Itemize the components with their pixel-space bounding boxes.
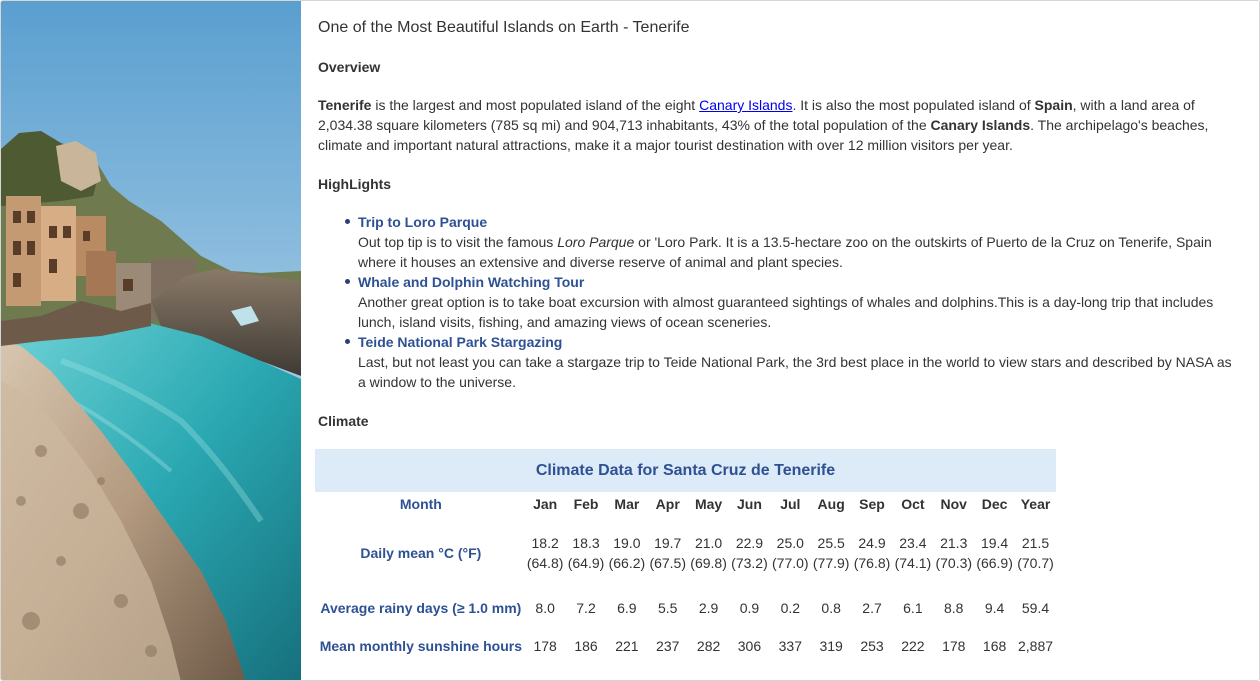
mean-fahrenheit: (67.5) — [649, 554, 687, 571]
rainy-days-cell: 6.9 — [617, 600, 637, 616]
sunshine-hours-cell: 306 — [737, 638, 762, 654]
overview-text-1: is the largest and most populated island of the eight — [371, 97, 700, 113]
month-column-header: Feb — [573, 496, 599, 512]
daily-mean-cell — [566, 516, 607, 589]
highlight-description — [358, 232, 1238, 272]
climate-table — [315, 449, 1056, 665]
overview-bold-canary: Canary Islands — [930, 117, 1031, 133]
month-column-header: Jun — [737, 496, 762, 512]
daily-mean-cell — [1015, 516, 1056, 589]
climate-heading: Climate — [318, 413, 369, 429]
mean-celsius: 25.0 — [776, 534, 804, 551]
month-column-header: Mar — [614, 496, 640, 512]
daily-mean-cell — [688, 516, 729, 589]
mean-fahrenheit: (76.8) — [853, 554, 891, 571]
sunshine-hours-cell: 2,887 — [1017, 638, 1054, 654]
sunshine-hours-cell: 337 — [778, 638, 802, 654]
rainy-days-cell: 9.4 — [984, 600, 1005, 616]
rainy-days-cell: 8.0 — [535, 600, 555, 616]
mean-celsius: 18.2 — [531, 534, 559, 551]
rainy-days-cell: 7.2 — [576, 600, 596, 616]
page-title: One of the Most Beautiful Islands on Earth - Tenerife — [318, 19, 690, 36]
mean-fahrenheit: (66.2) — [608, 554, 646, 571]
overview-bold-tenerife: Tenerife — [318, 97, 372, 113]
highlight-item-loro-parque — [358, 212, 1238, 272]
hero-image — [1, 1, 301, 681]
overview-text-4: . The archipelago's beaches, climate and important natural attractions, make it a major tourist destination with over 12 million visitors per year. — [318, 117, 1209, 153]
month-column-header: Oct — [901, 496, 925, 512]
month-column-header: Year — [1020, 496, 1051, 512]
mean-fahrenheit: (69.8) — [690, 554, 727, 571]
mean-celsius: 25.5 — [817, 534, 845, 551]
mean-fahrenheit: (64.9) — [567, 554, 605, 571]
overview-heading: Overview — [318, 59, 381, 75]
climate-table-body — [315, 492, 1056, 665]
daily-mean-label: Daily mean °C (°F) — [360, 544, 482, 561]
overview-bold-spain: Spain — [1034, 97, 1073, 113]
month-column-header: Sep — [859, 496, 885, 512]
month-column-header: Aug — [817, 496, 845, 512]
mean-fahrenheit: (77.9) — [812, 554, 850, 571]
climate-header-row — [315, 492, 1056, 516]
daily-mean-cell — [811, 516, 852, 589]
highlight-description: Last, but not least you can take a stargaze trip to Teide National Park, the 3rd best place in the world to view stars and described by NASA as a window to the universe. — [358, 354, 1232, 390]
highlight-title: Trip to Loro Parque — [358, 214, 488, 230]
mean-celsius: 22.9 — [735, 534, 764, 551]
daily-mean-cell — [933, 516, 974, 589]
rainy-days-cell: 0.9 — [739, 600, 760, 616]
sunshine-hours-cell: 319 — [819, 638, 843, 654]
rainy-days-cell: 2.9 — [698, 600, 719, 616]
daily-mean-cell — [974, 516, 1015, 589]
month-column-header: Nov — [940, 496, 967, 512]
sunshine-hours-cell: 237 — [656, 638, 680, 654]
rainy-days-cell: 59.4 — [1021, 600, 1050, 616]
highlights-list — [358, 212, 1238, 392]
month-column-header: Jan — [533, 496, 558, 512]
daily-mean-cell — [729, 516, 770, 589]
overview-text-3: , with a land area of 2,034.38 square kilometers (785 sq mi) and 904,713 inhabitants, 43% of the total population of the — [318, 97, 1195, 133]
daily-mean-cell — [647, 516, 688, 589]
rainy-days-cell: 6.1 — [903, 600, 923, 616]
sunshine-hours-cell: 178 — [942, 638, 966, 654]
mean-celsius: 18.3 — [572, 534, 600, 551]
highlight-title: Teide National Park Stargazing — [358, 334, 563, 350]
rainy-days-row — [315, 589, 1056, 627]
highlight-item-teide-stargazing — [358, 332, 1238, 392]
rainy-days-label: Average rainy days (≥ 1.0 mm) — [320, 600, 522, 616]
daily-mean-cell — [606, 516, 647, 589]
mean-celsius: 24.9 — [858, 534, 886, 551]
highlight-desc-italic: Loro Parque — [557, 234, 635, 250]
sunshine-hours-label: Mean monthly sunshine hours — [319, 638, 522, 654]
highlight-description: Another great option is to take boat excursion with almost guaranteed sightings of whales and dolphins.This is a day-long trip that includes lunch, island visits, fishing, and amazing views of ocean sceneries. — [358, 294, 1214, 330]
mean-celsius: 19.7 — [654, 534, 682, 551]
mean-fahrenheit: (66.9) — [976, 554, 1013, 571]
month-column-header: Jul — [780, 496, 801, 512]
sunshine-hours-cell: 168 — [982, 638, 1007, 654]
mean-fahrenheit: (73.2) — [731, 554, 768, 571]
climate-table-caption: Climate Data for Santa Cruz de Tenerife — [315, 449, 1056, 492]
canary-islands-link[interactable]: Canary Islands — [699, 97, 793, 113]
highlight-desc-part: or 'Loro Park. It is a 13.5-hectare zoo on the outskirts of Puerto de la Cruz on Tenerife, Spain where it houses an extensive and diverse reserve of animal and plant species. — [358, 234, 1212, 270]
daily-mean-cell — [525, 516, 566, 589]
rainy-days-cell: 0.2 — [780, 600, 801, 616]
sunshine-hours-cell: 221 — [615, 638, 639, 654]
highlight-title: Whale and Dolphin Watching Tour — [358, 274, 585, 290]
mean-celsius: 23.4 — [899, 534, 927, 551]
rainy-days-cell: 0.8 — [821, 600, 841, 616]
rainy-days-cell: 5.5 — [657, 600, 678, 616]
daily-mean-cell — [770, 516, 811, 589]
mean-celsius: 21.0 — [694, 534, 723, 551]
mean-celsius: 21.3 — [940, 534, 968, 551]
mean-celsius: 21.5 — [1021, 534, 1050, 551]
highlight-item-whale-watching — [358, 272, 1238, 332]
daily-mean-cell — [852, 516, 893, 589]
sunshine-hours-row — [315, 627, 1056, 665]
mean-fahrenheit: (70.3) — [935, 554, 973, 571]
mean-fahrenheit: (74.1) — [894, 554, 932, 571]
mean-fahrenheit: (64.8) — [526, 554, 564, 571]
sunshine-hours-cell: 282 — [696, 638, 721, 654]
month-header: Month — [399, 496, 442, 512]
overview-text-2: . It is also the most populated island of — [792, 97, 1035, 113]
highlight-desc-part: Out top tip is to visit the famous — [358, 234, 558, 250]
mean-fahrenheit: (77.0) — [772, 554, 809, 571]
highlights-heading: HighLights — [318, 176, 392, 192]
daily-mean-row — [315, 516, 1056, 589]
daily-mean-cell — [892, 516, 933, 589]
month-column-header: Dec — [981, 496, 1008, 512]
month-column-header: Apr — [655, 496, 680, 512]
month-column-header: May — [694, 496, 723, 512]
overview-paragraph — [318, 95, 1228, 155]
mean-fahrenheit: (70.7) — [1017, 554, 1054, 571]
sunshine-hours-cell: 178 — [533, 638, 557, 654]
sunshine-hours-cell: 186 — [574, 638, 598, 654]
mean-celsius: 19.0 — [613, 534, 641, 551]
rainy-days-cell: 2.7 — [862, 600, 882, 616]
sunshine-hours-cell: 253 — [860, 638, 884, 654]
mean-celsius: 19.4 — [980, 534, 1009, 551]
sunshine-hours-cell: 222 — [901, 638, 925, 654]
rainy-days-cell: 8.8 — [944, 600, 964, 616]
